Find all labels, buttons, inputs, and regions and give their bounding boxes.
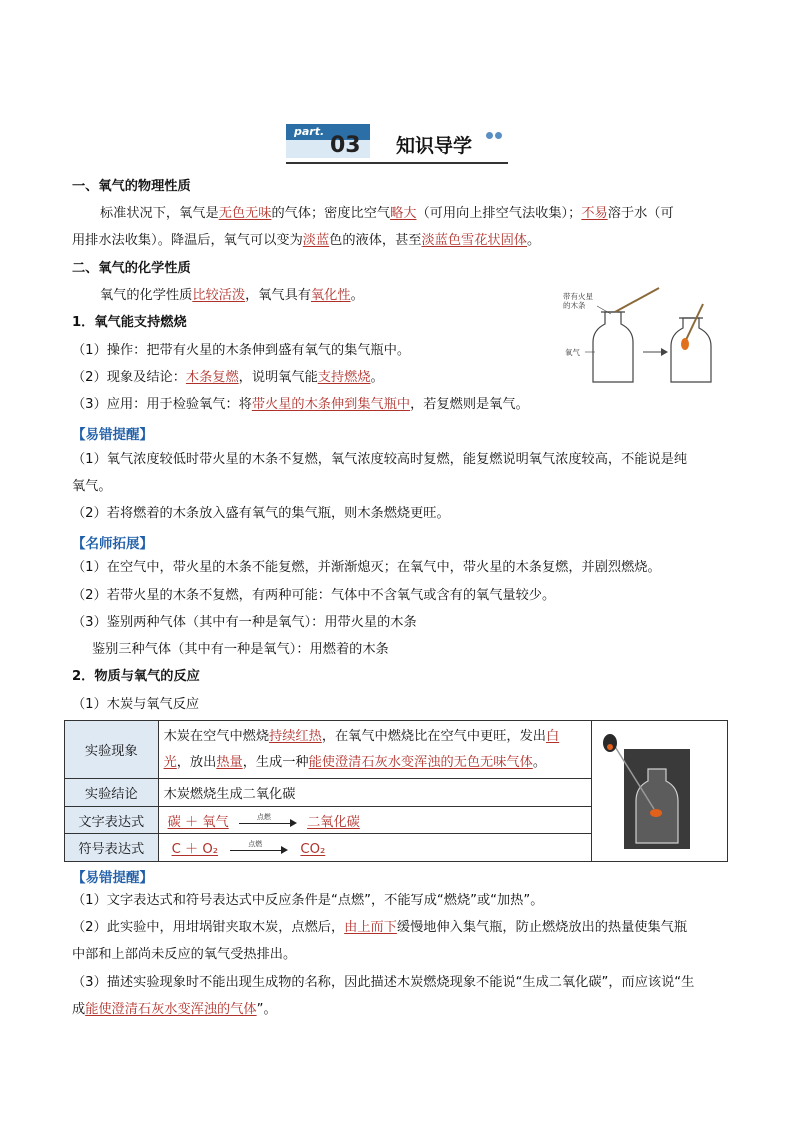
answer: 不易 xyxy=(581,206,608,221)
answer: 无色无味 xyxy=(218,206,272,221)
para-physical-1 xyxy=(100,205,674,222)
tip1-line-1: （1）氧气浓度较低时带火星的木条不复燃，氧气浓度较高时复燃，能复燃说明氧气浓度较高，不能说是纯 xyxy=(72,452,688,467)
figure-label-oxygen: 氧气 xyxy=(565,348,580,357)
text: ”。 xyxy=(256,1002,277,1017)
heading-physical: 一、氧气的物理性质 xyxy=(72,179,191,194)
text: ，氧气具有 xyxy=(245,288,311,303)
answer: 略大 xyxy=(390,206,417,221)
answer: 光 xyxy=(163,754,177,770)
label-line: 带有火星 xyxy=(563,292,593,301)
decor-dots-icon xyxy=(486,124,504,143)
text: 。 xyxy=(350,288,364,303)
tip-title-3: 【易错提醒】 xyxy=(72,870,153,886)
tip2-line-1: （1）在空气中，带火星的木条不能复燃，并渐渐熄灭；在氧气中，带火星的木条复燃，并剧烈燃烧。 xyxy=(72,560,661,575)
heading-reactions: 2．物质与氧气的反应 xyxy=(72,669,200,684)
row-conclusion: 木炭燃烧生成二氧化碳 xyxy=(158,779,592,807)
answer: 带火星的木条伸到集气瓶中 xyxy=(251,397,411,412)
reaction-arrow-icon xyxy=(239,812,297,827)
answer: 由上而下 xyxy=(344,920,397,935)
text: （可用向上排空气法收集）； xyxy=(416,206,582,221)
equation-products: CO₂ xyxy=(300,842,326,858)
answer: 能使澄清石灰水变浑浊的气体 xyxy=(85,1002,257,1017)
row-word-equation xyxy=(158,806,592,834)
text: 用排水法收集）。降温后，氧气可以变为 xyxy=(72,233,303,248)
answer: 氧化性 xyxy=(311,288,351,303)
header-part-number: 03 xyxy=(330,133,361,158)
row-label-symbol-equation: 符号表达式 xyxy=(65,834,159,862)
answer: 能使澄清石灰水变浑浊的无色无味气体 xyxy=(308,754,533,770)
row-label-conclusion: 实验结论 xyxy=(65,779,159,807)
charcoal-photo-cell xyxy=(592,721,728,862)
tip2-line-4: 鉴别三种气体（其中有一种是氧气）：用燃着的木条 xyxy=(92,642,389,657)
header-title: 知识导学 xyxy=(396,135,473,157)
equation-reactants: C ＋ O₂ xyxy=(171,842,219,858)
tip3-line-4: （3）描述实验现象时不能出现生成物的名称，因此描述木炭燃烧现象不能说“生成二氧化碳”，而应该说“生 xyxy=(72,975,695,990)
text: 缓慢地伸入集气瓶，防止燃烧放出的热量使集气瓶 xyxy=(396,920,688,935)
tip1-line-2: 氧气。 xyxy=(72,479,112,494)
text: （2）现象及结论： xyxy=(72,370,186,385)
text: （3）应用：用于检验氧气：将 xyxy=(72,397,252,412)
text: 。 xyxy=(370,370,384,385)
header-part-label: part. xyxy=(286,124,370,140)
text: 成 xyxy=(72,1002,86,1017)
text: 。 xyxy=(526,233,541,248)
tip2-line-3: （3）鉴别两种气体（其中有一种是氧气）：用带火星的木条 xyxy=(72,615,417,630)
row-label-phenomenon: 实验现象 xyxy=(65,721,159,779)
text: （2）此实验中，用坩埚钳夹取木炭，点燃后， xyxy=(72,920,345,935)
result-text xyxy=(72,369,384,386)
answer: 持续红热 xyxy=(269,728,322,744)
table-row xyxy=(65,721,728,779)
text: 木炭在空气中燃烧 xyxy=(163,728,270,744)
tip3-line-2 xyxy=(72,919,687,936)
text: 标准状况下，氧气是 xyxy=(100,206,219,221)
tip1-line-3: （2）若将燃着的木条放入盛有氧气的集气瓶，则木条燃烧更旺。 xyxy=(72,506,450,521)
answer: 白 xyxy=(546,728,560,744)
tip2-line-2: （2）若带火星的木条不复燃，有两种可能：气体中不含氧气或含有的氧气量较少。 xyxy=(72,588,556,603)
text: 色的液体，甚至 xyxy=(329,233,422,248)
para-chemical xyxy=(100,287,364,304)
section-header xyxy=(286,124,508,166)
charcoal-burning-photo xyxy=(596,725,722,853)
answer: 热量 xyxy=(216,754,243,770)
text: ，说明氧气能 xyxy=(238,370,318,385)
answer: 木条复燃 xyxy=(185,370,239,385)
tip3-line-5 xyxy=(72,1001,277,1018)
reaction-condition: 点燃 xyxy=(256,812,271,821)
label-line: 的木条 xyxy=(563,301,586,310)
application-text xyxy=(72,396,529,413)
sub-charcoal: （1）木炭与氧气反应 xyxy=(72,697,200,712)
text: ，在氧气中燃烧比在空气中更旺，发出 xyxy=(321,728,546,744)
header-rule xyxy=(286,162,508,164)
equation-products: 二氧化碳 xyxy=(307,814,360,830)
reaction-arrow-icon xyxy=(230,840,288,854)
answer: 比较活泼 xyxy=(192,288,246,303)
tip3-line-3: 中部和上部尚未反应的氧气受热排出。 xyxy=(72,947,297,962)
op-text: （1）操作：把带有火星的木条伸到盛有氧气的集气瓶中。 xyxy=(72,343,411,358)
text: 氧气的化学性质 xyxy=(100,288,193,303)
tip3-line-1: （1）文字表达式和符号表达式中反应条件是“点燃”，不能写成“燃烧”或“加热”。 xyxy=(72,893,544,908)
text: 溶于水（可 xyxy=(607,206,674,221)
heading-support-combustion: 1．氧气能支持燃烧 xyxy=(72,315,187,330)
equation-reactants: 碳 ＋ 氧气 xyxy=(167,814,229,830)
text: 。 xyxy=(532,754,546,770)
row-phenomenon xyxy=(158,721,592,779)
tip-title-1: 【易错提醒】 xyxy=(72,427,153,443)
answer: 淡蓝色雪花状固体 xyxy=(421,233,527,248)
text: 的气体；密度比空气 xyxy=(271,206,391,221)
text: ，若复燃则是氧气。 xyxy=(410,397,529,412)
figure-label-splint xyxy=(563,292,593,310)
para-physical-2 xyxy=(72,232,540,249)
heading-chemical: 二、氧气的化学性质 xyxy=(72,261,191,276)
text: ，生成一种 xyxy=(242,754,309,770)
text: ，放出 xyxy=(176,754,217,770)
tip-title-2: 【名师拓展】 xyxy=(72,536,153,552)
row-label-word-equation: 文字表达式 xyxy=(65,806,159,834)
answer: 淡蓝 xyxy=(302,233,330,248)
reaction-condition: 点燃 xyxy=(248,840,263,849)
answer: 支持燃烧 xyxy=(317,370,371,385)
row-symbol-equation xyxy=(158,834,592,862)
charcoal-experiment-table xyxy=(64,720,728,862)
